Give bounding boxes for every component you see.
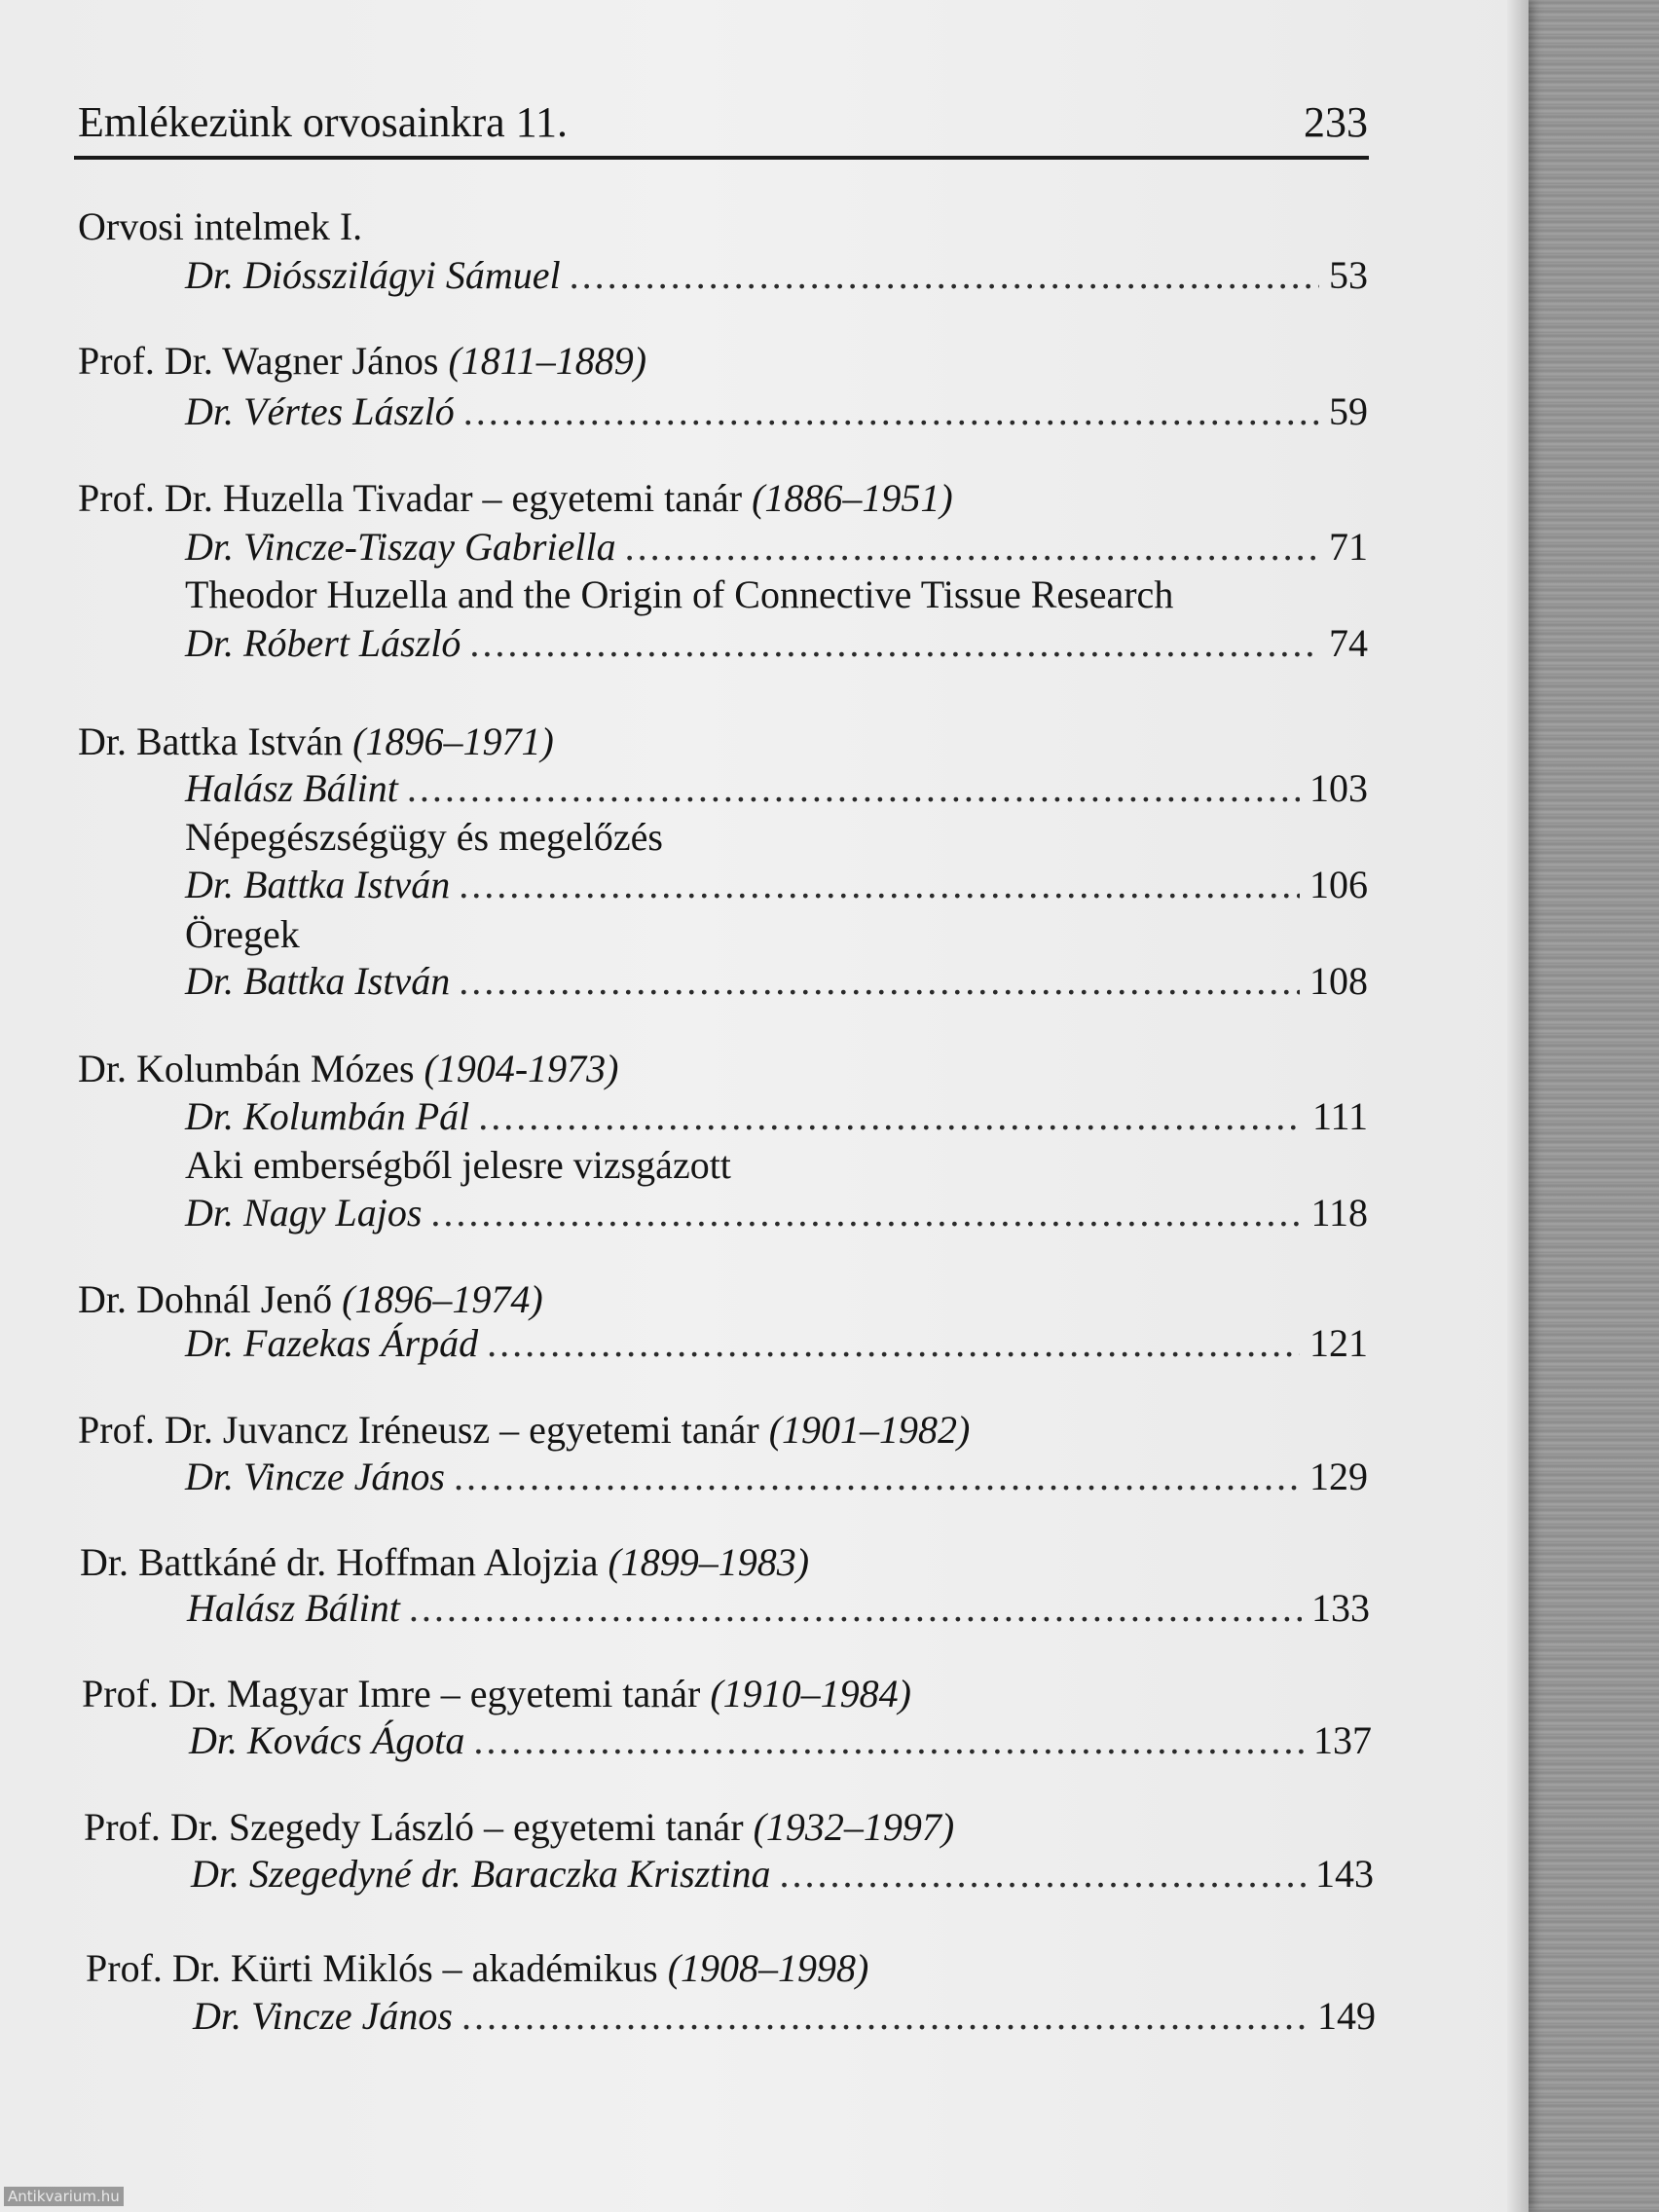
dot-leader xyxy=(462,1997,1308,2036)
dot-leader xyxy=(479,1097,1303,1136)
toc-entry-author-line[interactable] xyxy=(185,621,1368,665)
page-number: 74 xyxy=(1329,621,1368,665)
page-number: 133 xyxy=(1311,1586,1370,1630)
page-number: 129 xyxy=(1309,1455,1368,1498)
page-number: 71 xyxy=(1329,525,1368,569)
toc-entry-author-line[interactable] xyxy=(185,863,1368,906)
site-watermark: Antikvarium.hu xyxy=(4,2187,124,2206)
dot-leader xyxy=(474,1721,1304,1760)
dot-leader xyxy=(488,1324,1300,1363)
page-number: 108 xyxy=(1309,959,1368,1003)
header-title: Emlékezünk orvosainkra 11. xyxy=(78,98,568,146)
page-number: 111 xyxy=(1311,1094,1368,1138)
toc-entry-author-line[interactable] xyxy=(193,1994,1376,2038)
dot-leader xyxy=(455,1457,1300,1496)
toc-entry-title: Prof. Dr. Magyar Imre – egyetemi tanár (1910–1984) xyxy=(82,1672,911,1715)
background-surface xyxy=(1529,0,1659,2212)
toc-entry-author-line[interactable] xyxy=(187,1586,1370,1630)
author-name: Dr. Kovács Ágota xyxy=(189,1718,465,1762)
toc-subtitle: Theodor Huzella and the Origin of Connective Tissue Research xyxy=(185,572,1174,616)
toc-entry-author-line[interactable] xyxy=(185,1321,1368,1365)
page-number: 121 xyxy=(1309,1321,1368,1365)
dot-leader xyxy=(460,962,1300,1001)
dot-leader xyxy=(464,392,1319,431)
toc-entry-title: Dr. Kolumbán Mózes (1904-1973) xyxy=(78,1047,619,1090)
toc-subtitle: Öregek xyxy=(185,912,300,956)
header-rule xyxy=(74,156,1369,160)
toc-subtitle: Népegészségügy és megelőzés xyxy=(185,815,663,859)
toc-entry-title: Prof. Dr. Wagner János (1811–1889) xyxy=(78,339,647,383)
author-name: Dr. Battka István xyxy=(185,959,451,1003)
toc-entry-author-line[interactable] xyxy=(191,1852,1374,1896)
toc-entry-title: Dr. Battka István (1896–1971) xyxy=(78,719,554,763)
author-name: Dr. Diósszilágyi Sámuel xyxy=(185,253,561,297)
dot-leader xyxy=(408,769,1300,808)
dot-leader xyxy=(431,1194,1301,1233)
toc-entry-author-line[interactable] xyxy=(189,1718,1372,1762)
dot-leader xyxy=(470,624,1319,663)
author-name: Dr. Vincze János xyxy=(193,1994,453,2038)
toc-entry-title: Dr. Dohnál Jenő (1896–1974) xyxy=(78,1277,543,1321)
toc-subtitle: Aki emberségből jelesre vizsgázott xyxy=(185,1143,731,1187)
toc-entry-author-line[interactable] xyxy=(185,766,1368,810)
toc-entry-author-line[interactable] xyxy=(185,525,1368,569)
dot-leader xyxy=(626,528,1319,567)
author-name: Dr. Vincze János xyxy=(185,1455,445,1498)
page-number: 149 xyxy=(1317,1994,1376,2038)
running-header xyxy=(78,97,1368,147)
toc-entry-title: Dr. Battkáné dr. Hoffman Alojzia (1899–1983) xyxy=(80,1540,810,1584)
toc-entry-title: Prof. Dr. Huzella Tivadar – egyetemi tanár (1886–1951) xyxy=(78,476,953,520)
page-number: 143 xyxy=(1315,1852,1374,1896)
toc-entry-title: Prof. Dr. Szegedy László – egyetemi tanár (1932–1997) xyxy=(84,1805,955,1849)
toc-entry-author-line[interactable] xyxy=(185,1457,1368,1496)
toc-entry-author-line[interactable] xyxy=(185,1094,1368,1138)
author-name: Dr. Battka István xyxy=(185,863,451,906)
toc-entry-author-line[interactable] xyxy=(185,253,1368,297)
author-name: Dr. Szegedyné dr. Baraczka Krisztina xyxy=(191,1852,771,1896)
author-name: Dr. Nagy Lajos xyxy=(185,1191,423,1235)
toc-entry-title: Orvosi intelmek I. xyxy=(78,204,363,248)
dot-leader xyxy=(781,1855,1306,1894)
page-number: 53 xyxy=(1329,253,1368,297)
author-name: Dr. Vértes László xyxy=(185,389,455,433)
author-name: Dr. Fazekas Árpád xyxy=(185,1321,479,1365)
page-number: 118 xyxy=(1310,1191,1368,1235)
page-edge xyxy=(1507,0,1529,2212)
page-number: 106 xyxy=(1309,863,1368,906)
author-name: Halász Bálint xyxy=(187,1586,400,1630)
toc-entry-title: Prof. Dr. Kürti Miklós – akadémikus (1908–1998) xyxy=(86,1946,869,1990)
dot-leader xyxy=(410,1589,1302,1628)
author-name: Dr. Róbert László xyxy=(185,621,461,665)
toc-entry-author-line[interactable] xyxy=(185,959,1368,1003)
toc-entry-author-line[interactable] xyxy=(185,389,1368,433)
toc-entry-author-line[interactable] xyxy=(185,1191,1368,1235)
header-page-number: 233 xyxy=(1304,98,1368,146)
toc-entry-title: Prof. Dr. Juvancz Iréneusz – egyetemi tanár (1901–1982) xyxy=(78,1408,971,1452)
author-name: Dr. Vincze-Tiszay Gabriella xyxy=(185,525,616,569)
dot-leader xyxy=(571,256,1319,295)
page-number: 103 xyxy=(1309,766,1368,810)
author-name: Dr. Kolumbán Pál xyxy=(185,1094,470,1138)
author-name: Halász Bálint xyxy=(185,766,398,810)
page-number: 137 xyxy=(1313,1718,1372,1762)
dot-leader xyxy=(460,866,1300,904)
page-number: 59 xyxy=(1329,389,1368,433)
